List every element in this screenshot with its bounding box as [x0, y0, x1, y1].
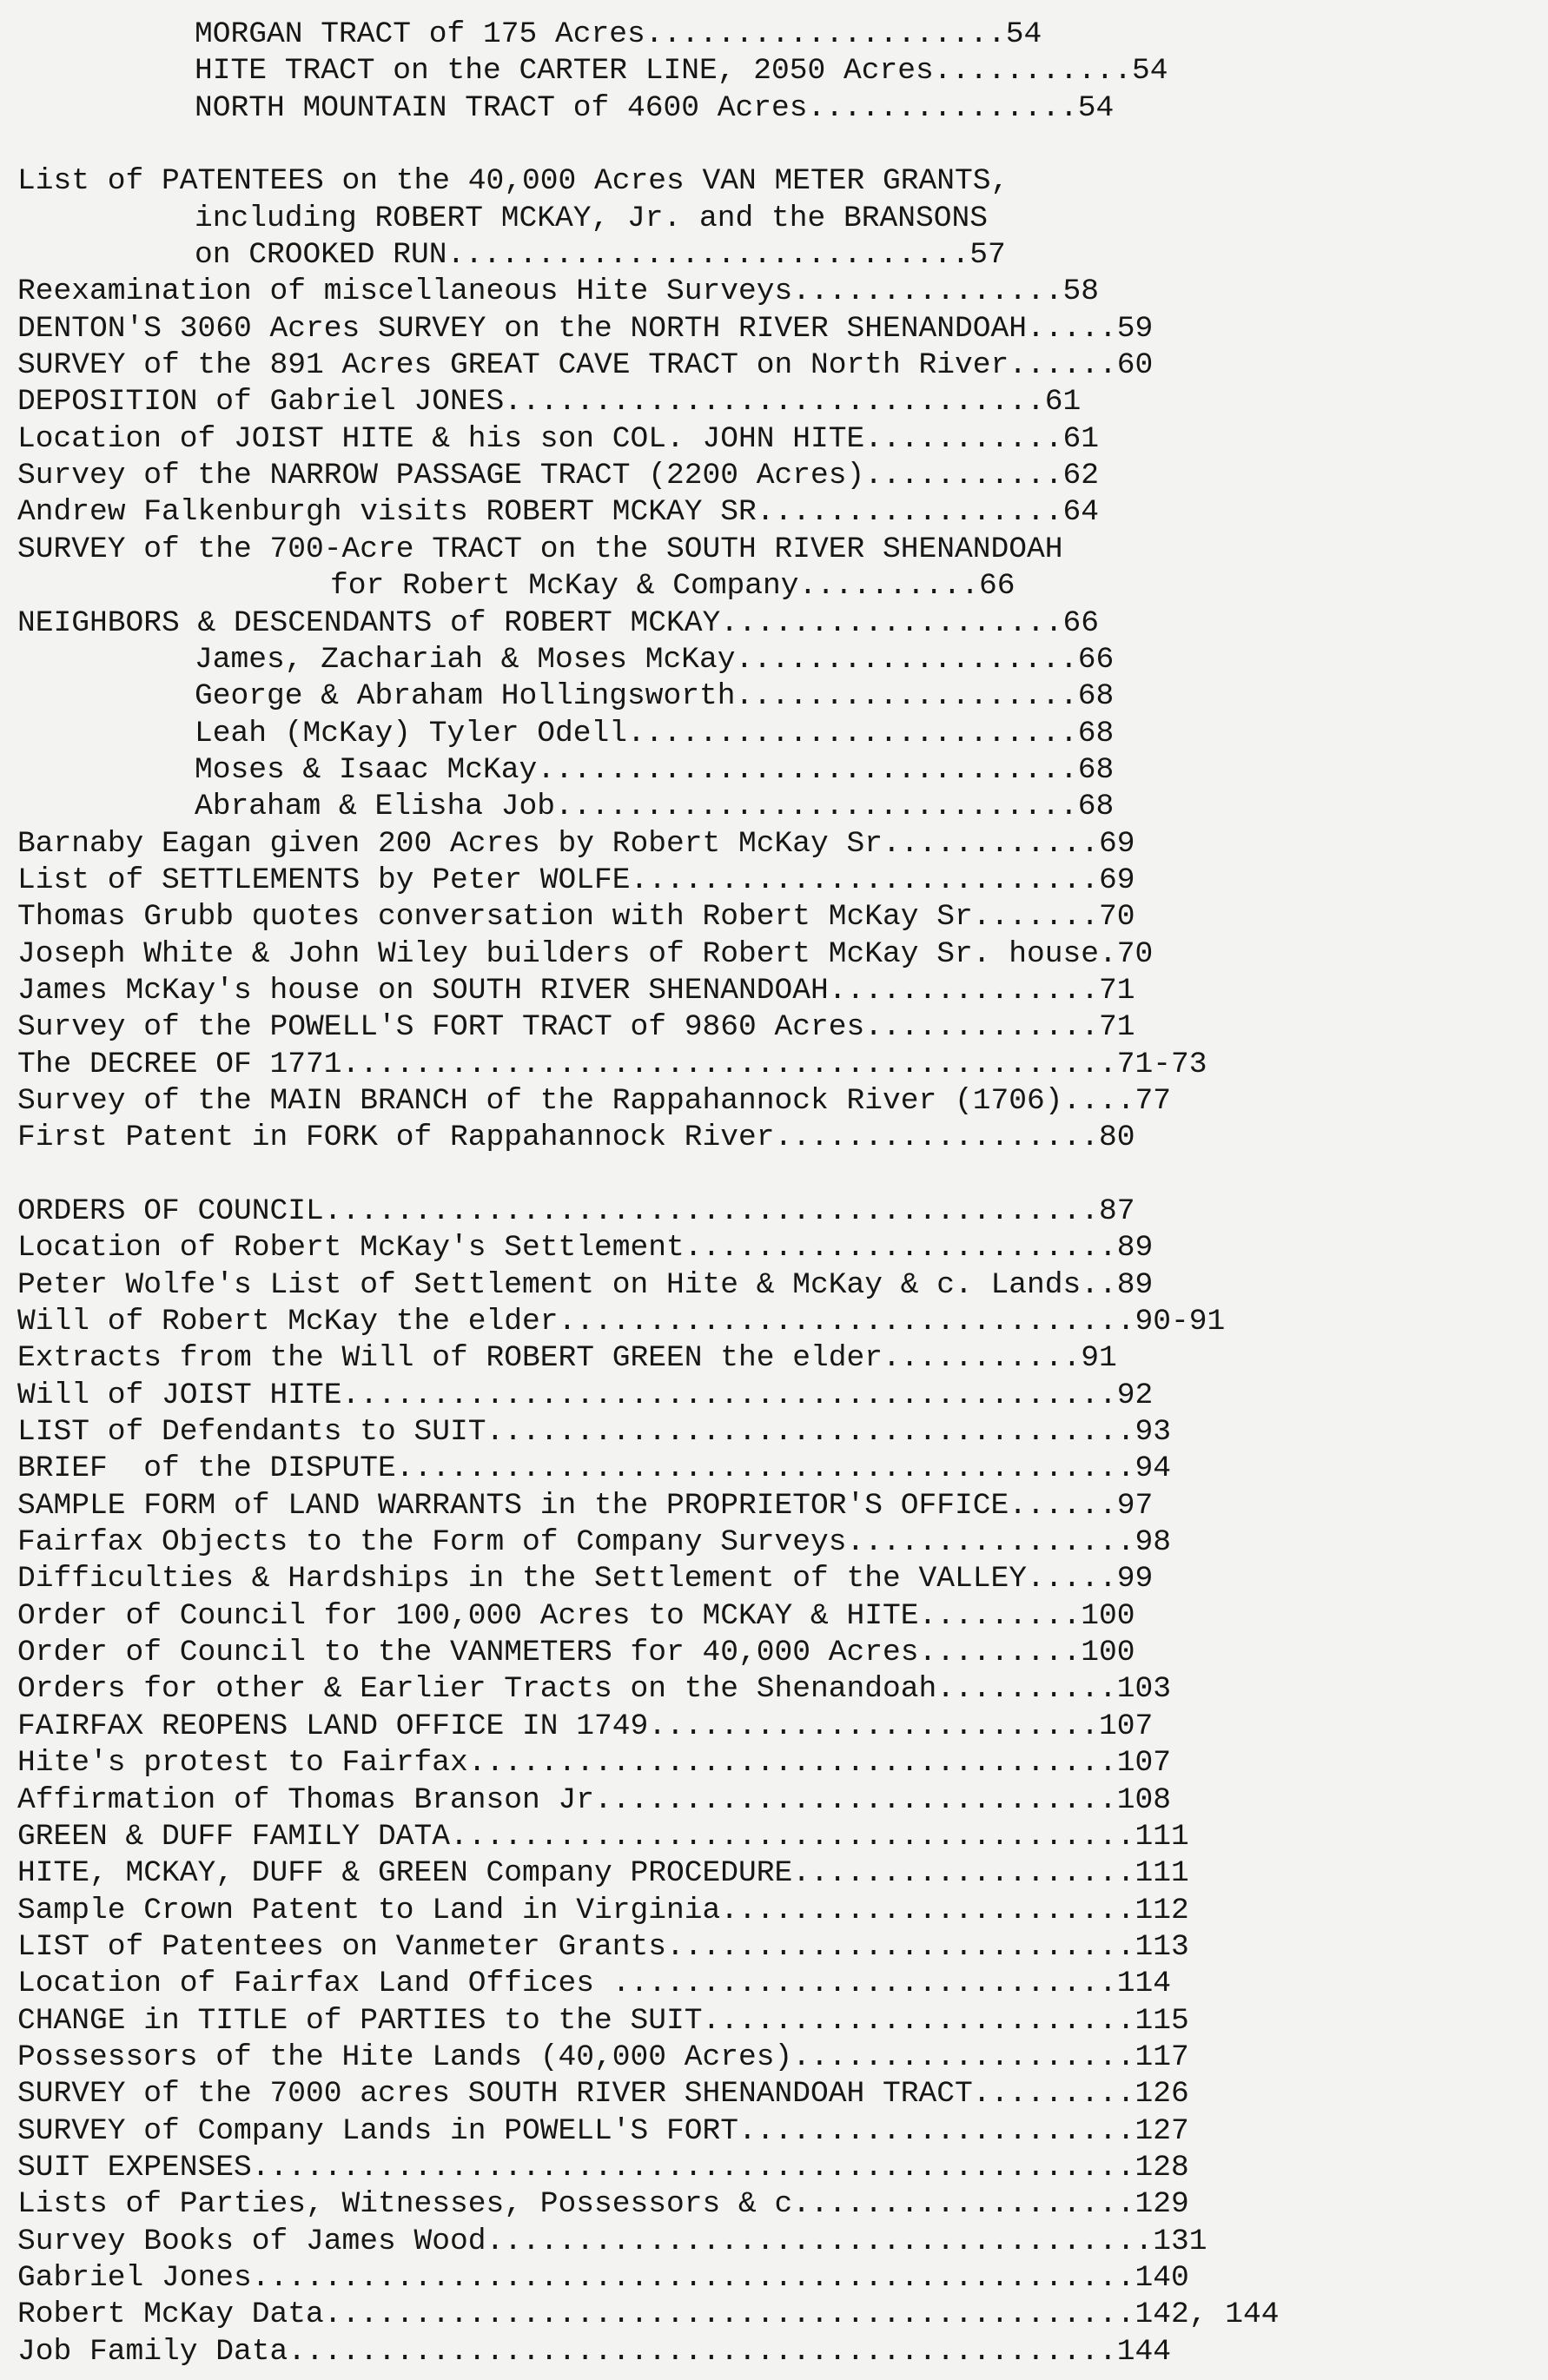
- entry-title: on CROOKED RUN.: [195, 238, 466, 273]
- dot-leader: ...................................: [486, 1746, 1117, 1781]
- page-number: 126: [1135, 2077, 1189, 2112]
- page-number: 127: [1135, 2113, 1189, 2148]
- toc-entry: [17, 2297, 1529, 2333]
- page-number: 68: [1077, 790, 1115, 824]
- page-number: 129: [1135, 2187, 1189, 2222]
- dot-leader: ........................: [666, 1709, 1100, 1743]
- toc-entry: [17, 863, 1529, 899]
- entry-title: MORGAN TRACT of 175 Acres.: [195, 17, 664, 51]
- toc-entry: [17, 1120, 1529, 1156]
- toc-entry: [17, 458, 1529, 494]
- toc-entry: [17, 1047, 1529, 1083]
- entry-title: DEPOSITION of Gabriel JONES.: [17, 385, 523, 420]
- toc-entry: [17, 532, 1529, 568]
- toc-entry: [17, 899, 1529, 935]
- page-number: 59: [1116, 311, 1154, 346]
- page-number: 89: [1116, 1231, 1154, 1266]
- toc-entry: [17, 163, 1529, 200]
- toc-entry: [17, 274, 1529, 310]
- toc-entry: [17, 237, 1529, 274]
- toc-entry: [17, 2113, 1529, 2150]
- dot-leader: ..............: [810, 274, 1063, 309]
- entry-title: Barnaby Eagan given 200 Acres by Robert McKay Sr.: [17, 826, 901, 861]
- entry-title: Possessors of the Hite Lands (40,000 Acres): [17, 2040, 793, 2074]
- entry-title: LIST of Defendants to SUIT.: [17, 1415, 505, 1450]
- dot-leader: ..................: [810, 2187, 1135, 2222]
- page-number: 71: [1099, 1010, 1135, 1045]
- dot-leader: ............................: [612, 1782, 1117, 1817]
- entry-title: Moses & Isaac McKay.: [195, 752, 556, 787]
- dot-leader: ..........................................: [360, 1047, 1117, 1081]
- entry-title: BRIEF of the DISPUTE.: [17, 1451, 414, 1486]
- dot-leader: .........: [955, 1672, 1117, 1707]
- page-number: 142, 144: [1135, 2297, 1280, 2332]
- toc-entry: [17, 1340, 1529, 1377]
- table-of-contents: [17, 17, 1529, 2370]
- toc-entry: [17, 1782, 1529, 1819]
- entry-title: James, Zachariah & Moses McKay.: [195, 642, 754, 677]
- dot-leader: ............: [883, 1010, 1100, 1045]
- toc-entry: [17, 384, 1529, 420]
- entry-title: NORTH MOUNTAIN TRACT of 4600 Acres.: [195, 90, 826, 125]
- dot-leader: ..........: [951, 54, 1133, 89]
- dot-leader: ........: [936, 1636, 1082, 1670]
- page-number: 111: [1135, 1819, 1189, 1854]
- entry-title: DENTON'S 3060 Acres SURVEY on the NORTH RIVER SHENANDOAH.: [17, 311, 1045, 346]
- dot-leader: ........................: [645, 716, 1078, 750]
- entry-title: Difficulties & Hardships in the Settlement of the VALLEY.: [17, 1562, 1045, 1597]
- entry-title: Location of Robert McKay's Settlement.: [17, 1231, 703, 1266]
- dot-leader: .......................: [702, 1231, 1117, 1266]
- page-number: 103: [1116, 1672, 1172, 1707]
- page-number: 144: [1116, 2334, 1172, 2369]
- page-number: 62: [1062, 459, 1100, 493]
- toc-entry: [17, 1451, 1529, 1487]
- dot-leader: .................: [792, 1121, 1100, 1155]
- toc-entry: [17, 2150, 1529, 2186]
- page-number: 54: [1132, 54, 1168, 89]
- toc-entry: [17, 2003, 1529, 2040]
- dot-leader: ...............................: [576, 1305, 1135, 1339]
- dot-leader: .............................................: [306, 2334, 1117, 2369]
- entry-title: Location of Fairfax Land Offices: [17, 1967, 612, 2001]
- toc-entry: [17, 2334, 1529, 2370]
- toc-entry: [17, 936, 1529, 973]
- toc-entry: [17, 1488, 1529, 1524]
- dot-leader: ...................: [663, 17, 1006, 51]
- toc-entry: [17, 1635, 1529, 1671]
- page-number: 69: [1099, 826, 1135, 861]
- entry-title: GREEN & DUFF FAMILY DATA.: [17, 1819, 468, 1854]
- toc-entry: [17, 605, 1529, 642]
- toc-entry: [17, 2260, 1529, 2297]
- dot-leader: ..............: [846, 973, 1100, 1008]
- dot-leader: .: [1099, 1267, 1117, 1302]
- entry-title: Survey of the NARROW PASSAGE TRACT (2200 Acres).: [17, 459, 883, 493]
- page-number: 70: [1099, 900, 1135, 935]
- page-number: 54: [1005, 17, 1042, 51]
- entry-title: Reexamination of miscellaneous Hite Surveys.: [17, 274, 811, 309]
- page-number: 107: [1116, 1746, 1172, 1781]
- section-gap: [17, 1157, 1529, 1193]
- page-number: 98: [1135, 1525, 1172, 1560]
- dot-leader: ............................: [465, 238, 970, 273]
- toc-entry: [17, 1378, 1529, 1414]
- page-number: 66: [1077, 642, 1115, 677]
- entry-title: Orders for other & Earlier Tracts on the Shenandoah.: [17, 1672, 956, 1707]
- entry-title: Sample Crown Patent to Land in Virginia.: [17, 1893, 739, 1927]
- page-number: 61: [1062, 421, 1100, 456]
- entry-title: Survey of the MAIN BRANCH of the Rappahannock River (1706).: [17, 1083, 1082, 1118]
- dot-leader: ...: [1081, 1083, 1135, 1118]
- toc-entry: [17, 311, 1529, 347]
- toc-entry: [17, 973, 1529, 1009]
- toc-entry: [17, 1671, 1529, 1708]
- entry-title: Will of Robert McKay the elder.: [17, 1305, 577, 1339]
- entry-title: SUIT EXPENSES.: [17, 2150, 270, 2185]
- dot-leader: .............................: [522, 385, 1045, 420]
- entry-title: Location of JOIST HITE & his son COL. JOHN HITE.: [17, 421, 883, 456]
- page-number: 69: [1099, 863, 1135, 897]
- entry-title: FAIRFAX REOPENS LAND OFFICE IN 1749.: [17, 1709, 667, 1743]
- page-number: 97: [1116, 1488, 1154, 1523]
- dot-leader: .........................: [684, 1929, 1135, 1964]
- dot-leader: .....................: [756, 2113, 1135, 2148]
- dot-leader: ...............: [864, 1525, 1135, 1560]
- page-number: 131: [1153, 2224, 1207, 2258]
- page-number: 68: [1077, 679, 1115, 714]
- page-number: 92: [1116, 1378, 1154, 1412]
- toc-entry: [17, 716, 1529, 752]
- page-number: 80: [1099, 1121, 1135, 1155]
- entry-title: SURVEY of the 891 Acres GREAT CAVE TRACT on North River.: [17, 348, 1028, 383]
- entry-title: SAMPLE FORM of LAND WARRANTS in the PROPRIETOR'S OFFICE.: [17, 1488, 1028, 1523]
- entry-title: List of SETTLEMENTS by Peter WOLFE.: [17, 863, 649, 897]
- entry-title: The DECREE OF 1771.: [17, 1047, 361, 1081]
- page-number: 113: [1135, 1929, 1189, 1964]
- entry-title: LIST of Patentees on Vanmeter Grants.: [17, 1929, 685, 1964]
- dot-leader: ................................................: [269, 2150, 1135, 2185]
- toc-entry: [17, 494, 1529, 531]
- toc-entry: [17, 2186, 1529, 2223]
- entry-title: Order of Council for 100,000 Acres to MCKAY & HITE.: [17, 1598, 937, 1633]
- dot-leader: ........: [990, 2077, 1135, 2112]
- dot-leader: ............................................: [341, 2297, 1135, 2332]
- toc-entry: [17, 347, 1529, 384]
- toc-entry: [17, 642, 1529, 678]
- dot-leader: ....................................: [504, 2224, 1154, 2258]
- page-number: 58: [1062, 274, 1100, 309]
- page-number: 54: [1077, 90, 1115, 125]
- entry-title: including ROBERT MCKAY, Jr. and the BRANSONS: [195, 201, 989, 235]
- toc-entry: [17, 1230, 1529, 1266]
- page-number: 100: [1081, 1598, 1135, 1633]
- dot-leader: .....: [1027, 1488, 1117, 1523]
- page-number: 112: [1135, 1893, 1189, 1927]
- entry-title: HITE TRACT on the CARTER LINE, 2050 Acres.: [195, 54, 952, 89]
- toc-entry: [17, 1929, 1529, 1966]
- entry-title: Survey Books of James Wood.: [17, 2224, 505, 2258]
- dot-leader: ..................: [753, 679, 1078, 714]
- dot-leader: ..........................................: [360, 1378, 1117, 1412]
- toc-entry: [17, 1855, 1529, 1892]
- dot-leader: .....................................: [467, 1819, 1135, 1854]
- entry-title: Survey of the POWELL'S FORT TRACT of 9860 Acres.: [17, 1010, 883, 1045]
- toc-entry: [17, 1893, 1529, 1929]
- toc-entry: [17, 1561, 1529, 1597]
- page-number: 99: [1116, 1562, 1154, 1597]
- page-number: 66: [1062, 605, 1100, 640]
- dot-leader: .........................: [648, 863, 1100, 897]
- page-number: 100: [1081, 1636, 1135, 1670]
- entry-title: ORDERS OF COUNCIL.: [17, 1194, 342, 1228]
- dot-leader: ..........: [883, 421, 1063, 456]
- toc-entry: [17, 1009, 1529, 1046]
- toc-entry: [17, 1414, 1529, 1451]
- page-number: 77: [1135, 1083, 1172, 1118]
- entry-title: Fairfax Objects to the Form of Company Surveys.: [17, 1525, 865, 1560]
- dot-leader: ......................: [738, 1893, 1135, 1927]
- entry-title: Robert McKay Data.: [17, 2297, 342, 2332]
- entry-title: Affirmation of Thomas Branson Jr.: [17, 1782, 612, 1817]
- entry-title: Thomas Grubb quotes conversation with Robert McKay Sr.: [17, 900, 991, 935]
- entry-title: Peter Wolfe's List of Settlement on Hite & McKay & c. Lands.: [17, 1267, 1100, 1302]
- entry-title: Leah (McKay) Tyler Odell.: [195, 716, 645, 750]
- dot-leader: .............................: [555, 790, 1078, 824]
- page-number: 94: [1135, 1451, 1172, 1486]
- entry-title: CHANGE in TITLE of PARTIES to the SUIT.: [17, 2003, 721, 2038]
- entry-title: Gabriel Jones.: [17, 2260, 270, 2295]
- page-number: 108: [1116, 1782, 1172, 1817]
- dot-leader: .............................: [555, 752, 1078, 787]
- entry-title: Joseph White & John Wiley builders of Robert McKay Sr. house.: [17, 936, 1117, 971]
- page-number: 87: [1099, 1194, 1135, 1228]
- toc-entry: [17, 201, 1529, 237]
- dot-leader: ..............: [825, 90, 1078, 125]
- entry-title: Job Family Data.: [17, 2334, 307, 2369]
- dot-leader: .....: [1027, 348, 1117, 383]
- entry-title: NEIGHBORS & DESCENDANTS of ROBERT MCKAY.: [17, 605, 739, 640]
- page-number: 90-91: [1135, 1305, 1226, 1339]
- page-number: 66: [979, 569, 1015, 604]
- entry-title: Order of Council to the VANMETERS for 40,000 Acres.: [17, 1636, 937, 1670]
- page-number: 114: [1116, 1967, 1172, 2001]
- toc-entry: [17, 752, 1529, 789]
- dot-leader: ........................................: [413, 1451, 1135, 1486]
- entry-title: SURVEY of the 700-Acre TRACT on the SOUTH RIVER SHENANDOAH: [17, 532, 1063, 566]
- toc-entry: [17, 90, 1529, 127]
- toc-entry: [17, 568, 1529, 605]
- toc-entry: [17, 1524, 1529, 1561]
- dot-leader: ................: [774, 495, 1063, 530]
- entry-title: HITE, MCKAY, DUFF & GREEN Company PROCEDURE.: [17, 1856, 811, 1891]
- page-number: 93: [1135, 1415, 1172, 1450]
- toc-entry: [17, 678, 1529, 715]
- dot-leader: ..................: [753, 642, 1078, 677]
- page-number: 57: [969, 238, 1006, 273]
- dot-leader: ..........: [883, 459, 1063, 493]
- toc-entry: [17, 2076, 1529, 2112]
- page-number: 140: [1135, 2260, 1189, 2295]
- toc-entry: [17, 1709, 1529, 1745]
- page-number: 91: [1081, 1341, 1117, 1376]
- dot-leader: ..................: [810, 1856, 1135, 1891]
- dot-leader: ............................: [612, 1967, 1117, 2001]
- entry-title: Andrew Falkenburgh visits ROBERT MCKAY SR.: [17, 495, 775, 530]
- toc-entry: [17, 2040, 1529, 2076]
- dot-leader: ...........: [900, 826, 1100, 861]
- page-number: 117: [1135, 2040, 1189, 2074]
- entry-title: Hite's protest to Fairfax.: [17, 1746, 486, 1781]
- entry-title: Extracts from the Will of ROBERT GREEN the elder.: [17, 1341, 901, 1376]
- entry-title: Will of JOIST HITE.: [17, 1378, 361, 1412]
- dot-leader: ..................: [738, 605, 1063, 640]
- toc-entry: [17, 1598, 1529, 1635]
- page-number: 115: [1135, 2003, 1189, 2038]
- toc-entry: [17, 1819, 1529, 1855]
- page-number: 64: [1062, 495, 1100, 530]
- page-number: 89: [1116, 1267, 1154, 1302]
- entry-title: Abraham & Elisha Job: [195, 790, 556, 824]
- page-number: 128: [1135, 2150, 1189, 2185]
- dot-leader: ....: [1044, 311, 1117, 346]
- dot-leader: ....: [1044, 1562, 1117, 1597]
- page-number: 107: [1099, 1709, 1154, 1743]
- page-number: 70: [1116, 936, 1154, 971]
- dot-leader: ...................: [792, 2040, 1135, 2074]
- page-number: 71-73: [1116, 1047, 1207, 1081]
- toc-entry: [17, 826, 1529, 863]
- entry-title: SURVEY of the 7000 acres SOUTH RIVER SHENANDOAH TRACT.: [17, 2077, 991, 2112]
- toc-entry: [17, 17, 1529, 53]
- entry-title: List of PATENTEES on the 40,000 Acres VAN METER GRANTS,: [17, 164, 1009, 199]
- toc-entry: [17, 53, 1529, 89]
- page-number: 71: [1099, 973, 1135, 1008]
- entry-title: First Patent in FORK of Rappahannock River.: [17, 1121, 793, 1155]
- dot-leader: .........: [817, 569, 980, 604]
- entry-title: George & Abraham Hollingsworth.: [195, 679, 754, 714]
- toc-entry: [17, 1193, 1529, 1230]
- toc-entry: [17, 1745, 1529, 1782]
- toc-entry: [17, 1267, 1529, 1304]
- dot-leader: ........: [936, 1598, 1082, 1633]
- entry-title: for Robert McKay & Company.: [330, 569, 817, 604]
- page-number: 68: [1077, 752, 1115, 787]
- dot-leader: ...................................: [504, 1415, 1135, 1450]
- toc-entry: [17, 2224, 1529, 2260]
- page-number: 60: [1116, 348, 1154, 383]
- entry-title: Lists of Parties, Witnesses, Possessors & c.: [17, 2187, 811, 2222]
- dot-leader: ..........: [900, 1341, 1082, 1376]
- toc-entry: [17, 1304, 1529, 1340]
- page-number: 61: [1044, 385, 1082, 420]
- page-number: 68: [1077, 716, 1115, 750]
- entry-title: James McKay's house on SOUTH RIVER SHENANDOAH.: [17, 973, 847, 1008]
- page-number: 111: [1135, 1856, 1189, 1891]
- dot-leader: ..........................................: [341, 1194, 1100, 1228]
- toc-entry: [17, 1966, 1529, 2002]
- dot-leader: ......: [990, 900, 1100, 935]
- toc-entry: [17, 1083, 1529, 1120]
- section-gap: [17, 127, 1529, 163]
- dot-leader: .......................: [720, 2003, 1135, 2038]
- entry-title: SURVEY of Company Lands in POWELL'S FORT.: [17, 2113, 757, 2148]
- dot-leader: ................................................: [269, 2260, 1135, 2295]
- toc-entry: [17, 789, 1529, 825]
- toc-entry: [17, 421, 1529, 458]
